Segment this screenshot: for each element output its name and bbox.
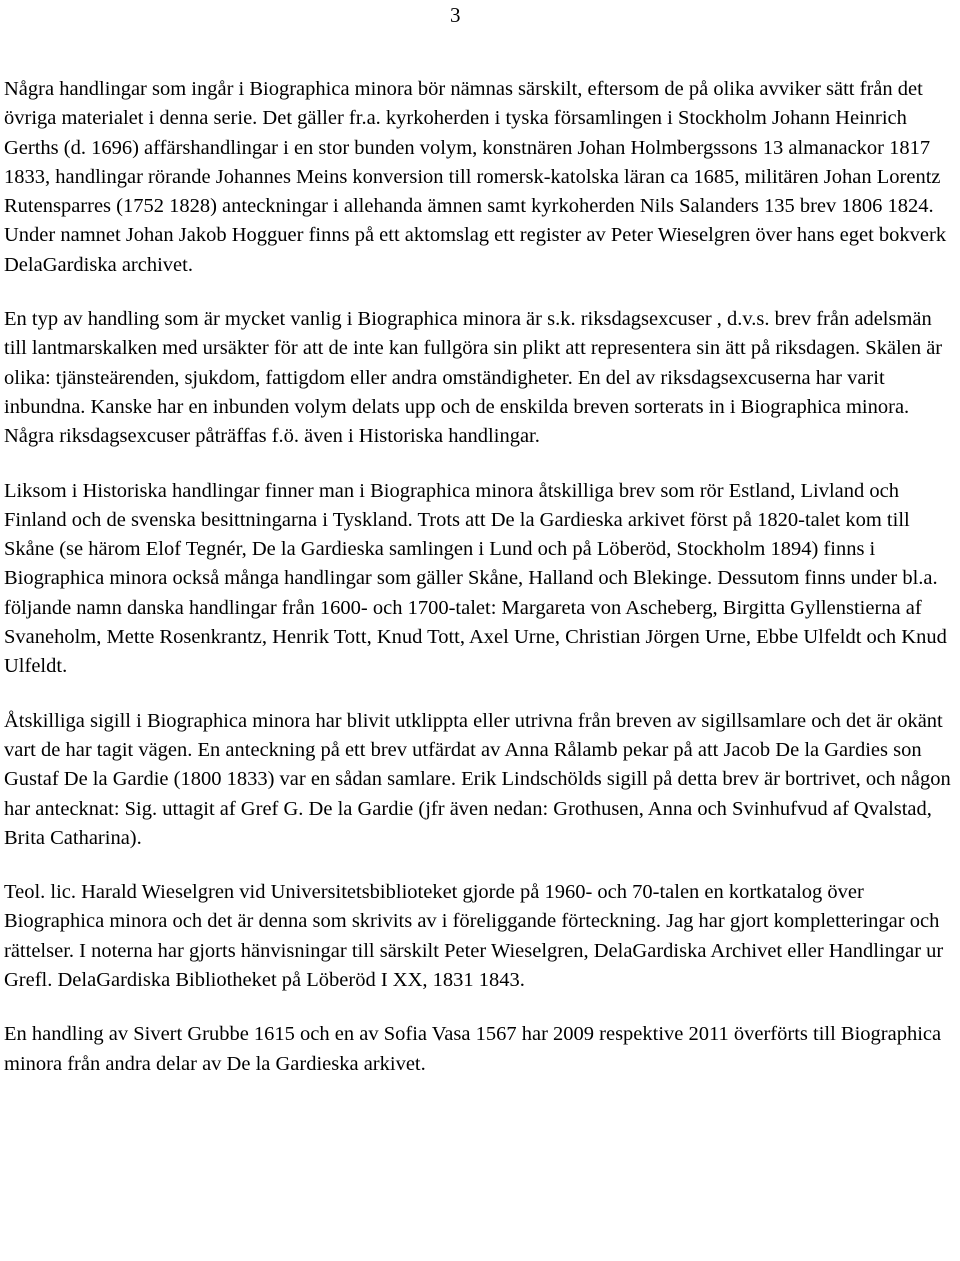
paragraph-catalogue: Teol. lic. Harald Wieselgren vid Universitetsbiblioteket gjorde på 1960- och 70-talen en kortkatalog över Biographica minora och det är denna som skrivits av i föreliggande förteckning. Jag har gjort kompletteringar och rättelser. I noterna har gjorts hänvisningar till särskilt Peter Wieselgren, DelaGardiska Archivet eller Handlingar ur Grefl. DelaGardiska Bibliotheket på Löberöd I XX, 1831 1843. <box>4 881 944 992</box>
paragraph-seals: Åtskilliga sigill i Biographica minora har blivit utklippta eller utrivna från breven av sigillsamlare och det är okänt vart de har tagit vägen. En anteckning på ett brev utfärdat av Anna Rålamb pekar på att Jacob De la Gardies son Gustaf De la Gardie (1800 1833) var en sådan samlare. Erik Lindschölds sigill på detta brev är bortrivet, och någon har antecknat: Sig. uttagit af Gref G. De la Gardie (jfr även nedan: Grothusen, Anna och Svinhufvud af Qvalstad, Brita Catharina). <box>4 709 951 849</box>
paragraph-riksdagsexcuser: En typ av handling som är mycket vanlig i Biographica minora är s.k. riksdagsexcuser , d.v.s. brev från adelsmän till lantmarskalken med ursäkter för att de inte kan fullgöra sin plikt att representera sin ätt på riksdagen. Skälen är olika: tjänsteärenden, sjukdom, fattigdom eller andra omständigheter. En del av riksdagsexcuserna har varit inbundna. Kanske har en inbunden volym delats upp och de enskilda breven sorterats in i Biographica minora. Några riksdagsexcuser påträffas f.ö. även i Historiska handlingar. <box>4 308 943 448</box>
document-body <box>4 75 956 1104</box>
paragraph-baltic-and-scania: Liksom i Historiska handlingar finner man i Biographica minora åtskilliga brev som rör Estland, Livland och Finland och de svenska besittningarna i Tyskland. Trots att De la Gardieska arkivet först på 1820-talet kom till Skåne (se härom Elof Tegnér, De la Gardieska samlingen i Lund och på Löberöd, Stockholm 1894) finns i Biographica minora också många handlingar som gäller Skåne, Halland och Blekinge. Dessutom finns under bl.a. följande namn danska handlingar från 1600- och 1700-talet: Margareta von Ascheberg, Birgitta Gyllenstierna af Svaneholm, Mette Rosenkrantz, Henrik Tott, Knud Tott, Axel Urne, Christian Jörgen Urne, Ebbe Ulfeldt och Knud Ulfeldt. <box>4 479 947 678</box>
paragraph-special-documents: Några handlingar som ingår i Biographica minora bör nämnas särskilt, eftersom de på olika avviker sätt från det övriga materialet i denna serie. Det gäller fr.a. kyrkoherden i tyska församlingen i Stockholm Johann Heinrich Gerths (d. 1696) affärshandlingar i en stor bunden volym, konstnären Johan Holmbergssons 13 almanackor 1817 1833, handlingar rörande Johannes Meins konversion till romersk-katolska läran ca 1685, militären Johan Lorentz Rutensparres (1752 1828) anteckningar i allehanda ämnen samt kyrkoherden Nils Salanders 135 brev 1806 1824. Under namnet Johan Jakob Hogguer finns på ett aktomslag ett register av Peter Wieselgren över hans eget bokverk DelaGardiska archivet. <box>4 78 947 276</box>
page-number: 3 <box>450 3 461 27</box>
paragraph-transfers: En handling av Sivert Grubbe 1615 och en av Sofia Vasa 1567 har 2009 respektive 2011 överförts till Biographica minora från andra delar av De la Gardieska arkivet. <box>4 1023 942 1075</box>
